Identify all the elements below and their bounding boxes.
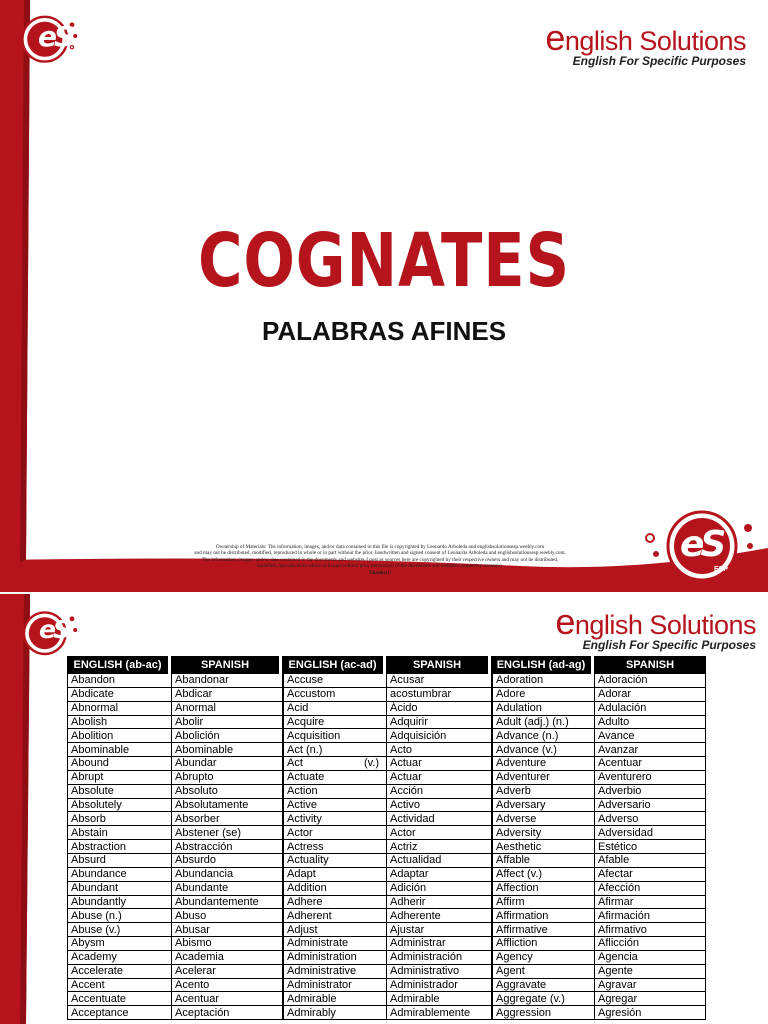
spanish-word-cell: Acto (386, 743, 491, 757)
english-word-cell: Abolish (67, 716, 171, 730)
brand-s: S (639, 26, 657, 56)
table-row (67, 1006, 706, 1020)
english-word-cell: Abandon (67, 674, 171, 688)
table-row (67, 896, 706, 910)
brand-tagline: English For Specific Purposes (582, 638, 756, 652)
english-word-cell: Abolition (67, 729, 171, 743)
english-word-cell: Abuse (v.) (67, 923, 171, 937)
english-word-cell: Absurd (67, 854, 171, 868)
spanish-word-cell: Activo (386, 799, 491, 813)
spanish-word-cell: Abrupto (171, 771, 282, 785)
english-word-cell: Adversary (491, 799, 594, 813)
table-row (67, 951, 706, 965)
spanish-word-cell: Absurdo (171, 854, 282, 868)
english-word-cell: Actuality (282, 854, 386, 868)
table-row (67, 923, 706, 937)
english-word-cell: Adherent (282, 909, 386, 923)
brand-wordmark (555, 601, 756, 652)
column-header: SPANISH (386, 656, 491, 674)
spanish-word-cell: Abundar (171, 757, 282, 771)
spanish-word-cell: Acelerar (171, 965, 282, 979)
spanish-word-cell: Abstener (se) (171, 826, 282, 840)
spanish-word-cell: Adversidad (594, 826, 706, 840)
english-word-cell: Abominable (67, 743, 171, 757)
spanish-word-cell: Administrador (386, 979, 491, 993)
table-row (67, 799, 706, 813)
spanish-word-cell: Ajustar (386, 923, 491, 937)
english-word-cell: Affirmative (491, 923, 594, 937)
table-row (67, 854, 706, 868)
spanish-word-cell: Adquirir (386, 716, 491, 730)
spanish-word-cell: Avance (594, 729, 706, 743)
english-word-cell: Adult (adj.) (n.) (491, 716, 594, 730)
table-row (67, 771, 706, 785)
spanish-word-cell: Afectar (594, 868, 706, 882)
table-row (67, 716, 706, 730)
spanish-word-cell: Adición (386, 882, 491, 896)
table-row (67, 729, 706, 743)
logo-letters: eS (680, 524, 723, 565)
table-row (67, 840, 706, 854)
brand-e: e (545, 17, 565, 58)
english-word-cell: Advance (n.) (491, 729, 594, 743)
english-word-cell: Affirm (491, 896, 594, 910)
spanish-word-cell: Adversario (594, 799, 706, 813)
table-body (67, 674, 706, 1020)
cognates-table (67, 656, 706, 1020)
english-word-cell: Active (282, 799, 386, 813)
english-word-cell: Aggression (491, 1006, 594, 1020)
english-word-cell: Aggravate (491, 979, 594, 993)
table-row (67, 826, 706, 840)
spanish-word-cell: Administrar (386, 937, 491, 951)
table-row (67, 702, 706, 716)
table-row (67, 868, 706, 882)
brand-tagline: English For Specific Purposes (572, 54, 746, 68)
spanish-word-cell: Agente (594, 965, 706, 979)
english-word-cell: Abstain (67, 826, 171, 840)
spanish-word-cell: Abominable (171, 743, 282, 757)
english-word-cell: Abundance (67, 868, 171, 882)
spanish-word-cell: Adulación (594, 702, 706, 716)
table-row (67, 757, 706, 771)
english-word-cell: Admirable (282, 992, 386, 1006)
spanish-word-cell: Abdicar (171, 688, 282, 702)
column-header: ENGLISH (ad-ag) (491, 656, 594, 674)
english-word-cell: Affable (491, 854, 594, 868)
spanish-word-cell: Abolición (171, 729, 282, 743)
spanish-word-cell: Actuar (386, 757, 491, 771)
english-word-cell: Adjust (282, 923, 386, 937)
spanish-word-cell: Estético (594, 840, 706, 854)
english-word-cell: Abnormal (67, 702, 171, 716)
english-word-cell: Adulation (491, 702, 594, 716)
english-word-cell: Abdicate (67, 688, 171, 702)
page-title: COGNATES (197, 218, 571, 304)
english-word-cell: Agent (491, 965, 594, 979)
table-row (67, 965, 706, 979)
spanish-word-cell: Abundancia (171, 868, 282, 882)
spanish-word-cell: Aceptación (171, 1006, 282, 1020)
spanish-word-cell: Administración (386, 951, 491, 965)
spanish-word-cell: Acentuar (594, 757, 706, 771)
english-word-cell: Absolute (67, 785, 171, 799)
english-word-cell: Accuse (282, 674, 386, 688)
spanish-word-cell: Afable (594, 854, 706, 868)
brand-s: S (649, 610, 667, 640)
spanish-word-cell: Anormal (171, 702, 282, 716)
english-word-cell: Adverb (491, 785, 594, 799)
english-word-cell: Absorb (67, 812, 171, 826)
english-word-cell: Affliction (491, 937, 594, 951)
english-word-cell: Abound (67, 757, 171, 771)
brand-name-part: nglish (574, 610, 650, 640)
english-word-cell: Aesthetic (491, 840, 594, 854)
spanish-word-cell: Ácido (386, 702, 491, 716)
column-header: ENGLISH (ac-ad) (282, 656, 386, 674)
english-word-cell: Abysm (67, 937, 171, 951)
spanish-word-cell: Abandonar (171, 674, 282, 688)
spanish-word-cell: Absolutamente (171, 799, 282, 813)
spanish-word-cell: Actor (386, 826, 491, 840)
table-row (67, 688, 706, 702)
ownership-line: The information, images, and/or data contained in the documents and websites I post as sources here are copyrighted by their respective owners and may not be distributed, (201, 556, 559, 563)
english-word-cell: Admirably (282, 1006, 386, 1020)
brand-name-part: nglish (564, 26, 640, 56)
english-word-cell: Affect (v.) (491, 868, 594, 882)
logo-letters: eS (39, 615, 68, 644)
spanish-word-cell: Admirablemente (386, 1006, 491, 1020)
table-row (67, 882, 706, 896)
spanish-word-cell: Afirmación (594, 909, 706, 923)
table-row (67, 979, 706, 993)
spanish-word-cell: Adverso (594, 812, 706, 826)
english-word-cell: Absolutely (67, 799, 171, 813)
english-word-cell: Adverse (491, 812, 594, 826)
spanish-word-cell: Abuso (171, 909, 282, 923)
english-word-cell: Administrative (282, 965, 386, 979)
spanish-word-cell: Afirmar (594, 896, 706, 910)
column-header: SPANISH (171, 656, 282, 674)
spanish-word-cell: Abolir (171, 716, 282, 730)
english-word-cell: Adoration (491, 674, 594, 688)
spanish-word-cell: Agravar (594, 979, 706, 993)
english-word-cell: Act (n.) (282, 743, 386, 757)
ownership-line: Ownership of Materials: The information, images, and/or data contained in this file is copyrighted by Leonardo Arboleda and englishsolutionsesp.weebly.com (215, 544, 545, 550)
english-word-cell: Acquire (282, 716, 386, 730)
brand-e: e (555, 601, 575, 642)
english-word-cell: Acquisition (282, 729, 386, 743)
english-word-cell: Adapt (282, 868, 386, 882)
english-word-cell: Action (282, 785, 386, 799)
spanish-word-cell: Acentuar (171, 992, 282, 1006)
spanish-word-cell: Adverbio (594, 785, 706, 799)
english-word-cell: Acceptance (67, 1006, 171, 1020)
spanish-word-cell: Actriz (386, 840, 491, 854)
table-header-row (67, 656, 706, 674)
spanish-word-cell: Abundantemente (171, 896, 282, 910)
logo-letters: eS (38, 20, 72, 53)
ownership-notice (140, 544, 620, 576)
english-word-cell: Accelerate (67, 965, 171, 979)
spanish-word-cell: Administrativo (386, 965, 491, 979)
spanish-word-cell: Academia (171, 951, 282, 965)
spanish-word-cell: acostumbrar (386, 688, 491, 702)
english-word-cell: Adore (491, 688, 594, 702)
table-row (67, 743, 706, 757)
spanish-word-cell: Afección (594, 882, 706, 896)
english-word-cell: Activity (282, 812, 386, 826)
spanish-word-cell: Agresión (594, 1006, 706, 1020)
english-word-cell: Adhere (282, 896, 386, 910)
english-word-cell: Abundant (67, 882, 171, 896)
column-header: ENGLISH (ab-ac) (67, 656, 171, 674)
ownership-line: and may not be distributed, modified, reproduced in whole or in part without the prior, handwritten and signed consent of Leonardo Arboleda and englishsolutionsesp.weebly.com. (194, 550, 566, 557)
english-word-cell: Actuate (282, 771, 386, 785)
english-word-cell: Administration (282, 951, 386, 965)
column-header: SPANISH (594, 656, 706, 674)
ownership-line: modified, reproduced in whole or in part without prior permission of the documents and website's respective owner(s). (256, 563, 504, 570)
english-word-cell: Adventurer (491, 771, 594, 785)
spanish-word-cell: Acusar (386, 674, 491, 688)
brand-name-end: olutions (666, 610, 756, 640)
english-word-cell: Actor (282, 826, 386, 840)
table-row (67, 937, 706, 951)
spanish-word-cell: Aventurero (594, 771, 706, 785)
english-word-cell: Act (v.) (282, 757, 386, 771)
english-word-cell: Abundantly (67, 896, 171, 910)
spanish-word-cell: Abusar (171, 923, 282, 937)
spanish-word-cell: Acción (386, 785, 491, 799)
spanish-word-cell: Actualidad (386, 854, 491, 868)
english-word-cell: Adventure (491, 757, 594, 771)
english-word-cell: Abrupt (67, 771, 171, 785)
brand-name-end: olutions (656, 26, 746, 56)
table-row (67, 785, 706, 799)
spanish-word-cell: Actuar (386, 771, 491, 785)
table-row (67, 812, 706, 826)
english-word-cell: Acid (282, 702, 386, 716)
english-word-cell: Abstraction (67, 840, 171, 854)
page-subtitle: PALABRAS AFINES (261, 316, 507, 346)
spanish-word-cell: Adorar (594, 688, 706, 702)
english-word-cell: Accent (67, 979, 171, 993)
english-word-cell: Administrate (282, 937, 386, 951)
table-row (67, 992, 706, 1006)
spanish-word-cell: Actividad (386, 812, 491, 826)
spanish-word-cell: Acento (171, 979, 282, 993)
esp-logo-bottom (640, 508, 756, 584)
spanish-word-cell: Absoluto (171, 785, 282, 799)
english-word-cell: Addition (282, 882, 386, 896)
english-word-cell: Accentuate (67, 992, 171, 1006)
spanish-word-cell: Adherente (386, 909, 491, 923)
table-row (67, 674, 706, 688)
english-word-cell: Actress (282, 840, 386, 854)
english-word-cell: Advance (v.) (491, 743, 594, 757)
spanish-word-cell: Avanzar (594, 743, 706, 757)
english-word-cell: Affection (491, 882, 594, 896)
spanish-word-cell: Adherir (386, 896, 491, 910)
brand-wordmark (545, 17, 746, 68)
logo-sub: ESP (714, 566, 729, 573)
table-row (67, 909, 706, 923)
english-word-cell: Academy (67, 951, 171, 965)
ownership-line: Thanks!!! (369, 569, 391, 576)
spanish-word-cell: Abismo (171, 937, 282, 951)
english-word-cell: Agency (491, 951, 594, 965)
table-slide (0, 594, 768, 1024)
english-word-cell: Administrator (282, 979, 386, 993)
esp-logo (8, 8, 80, 72)
spanish-word-cell: Aflicción (594, 937, 706, 951)
english-word-cell: Affirmation (491, 909, 594, 923)
logo-sub: ESP (65, 54, 78, 60)
english-word-cell: Adversity (491, 826, 594, 840)
spanish-word-cell: Abstracción (171, 840, 282, 854)
spanish-word-cell: Absorber (171, 812, 282, 826)
spanish-word-cell: Admirable (386, 992, 491, 1006)
spanish-word-cell: Adquisición (386, 729, 491, 743)
spanish-word-cell: Agencia (594, 951, 706, 965)
spanish-word-cell: Abundante (171, 882, 282, 896)
spanish-word-cell: Adaptar (386, 868, 491, 882)
english-word-cell: Aggregate (v.) (491, 992, 594, 1006)
english-word-cell: Abuse (n.) (67, 909, 171, 923)
spanish-word-cell: Agregar (594, 992, 706, 1006)
english-word-cell: Accustom (282, 688, 386, 702)
logo-sub: ESP (64, 646, 77, 652)
spanish-word-cell: Adulto (594, 716, 706, 730)
spanish-word-cell: Adoración (594, 674, 706, 688)
spanish-word-cell: Afirmativo (594, 923, 706, 937)
